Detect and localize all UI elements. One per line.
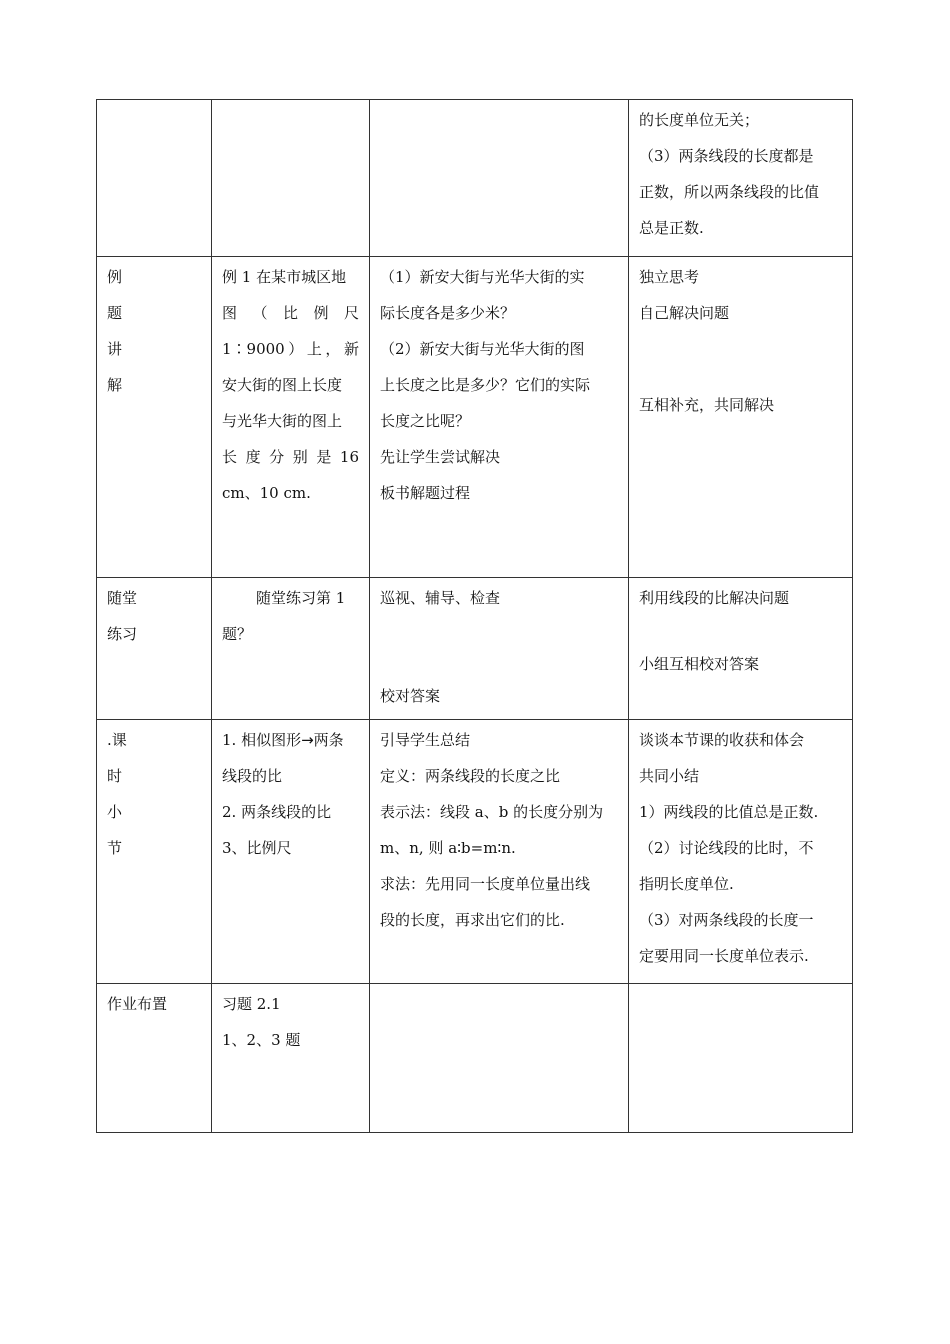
cell-student xyxy=(629,984,853,1133)
arrow-right-icon: → xyxy=(301,731,314,749)
text-line: 小组互相校对答案 xyxy=(639,655,760,673)
text-line: 作业布置 xyxy=(107,995,168,1013)
stage-char: 题 xyxy=(107,304,123,322)
text-line: 独立思考 xyxy=(639,268,700,286)
text-line: 长 度 分 别 是 16 xyxy=(222,448,359,466)
cell-teacher xyxy=(370,100,629,257)
text-line xyxy=(222,722,359,758)
stage-char: 解 xyxy=(107,376,123,394)
text-line: 定要用同一长度单位表示. xyxy=(639,947,809,965)
text-line: m、n, 则 a∶b=m∶n. xyxy=(380,839,516,857)
text-line: （1）新安大街与光华大街的实 xyxy=(380,268,585,286)
stage-char: 例 xyxy=(107,268,123,286)
text-line: 随堂练习第 1 xyxy=(256,589,346,607)
text-line: （3）两条线段的长度都是 xyxy=(639,147,814,165)
text-line: （3）对两条线段的长度一 xyxy=(639,911,814,929)
cell-content xyxy=(212,578,370,720)
cell-stage xyxy=(97,257,212,578)
cell-teacher xyxy=(370,578,629,720)
cell-student xyxy=(629,720,853,984)
spacer xyxy=(380,616,618,678)
row-continuation xyxy=(97,100,853,257)
text-line: 的长度单位无关； xyxy=(639,111,760,129)
cell-stage xyxy=(97,984,212,1133)
text-line: 题？ xyxy=(222,625,253,643)
text-line: 求法：先用同一长度单位量出线 xyxy=(380,875,591,893)
lesson-plan-table xyxy=(96,99,853,1133)
cell-content xyxy=(212,100,370,257)
cell-stage xyxy=(97,720,212,984)
text-line: 长度之比呢？ xyxy=(380,412,471,430)
cell-teacher xyxy=(370,720,629,984)
text-line: 利用线段的比解决问题 xyxy=(639,589,790,607)
text-line: 互相补充，共同解决 xyxy=(639,396,775,414)
text-fragment: 1. 相似图形 xyxy=(222,731,302,749)
text-line: 校对答案 xyxy=(380,687,441,705)
text-fragment: 两条 xyxy=(313,731,344,749)
text-line: 谈谈本节课的收获和体会 xyxy=(639,731,805,749)
text-line: 线段的比 xyxy=(222,767,283,785)
cell-student xyxy=(629,578,853,720)
text-line: 段的长度，再求出它们的比. xyxy=(380,911,565,929)
text-line: 总是正数. xyxy=(639,219,704,237)
cell-stage xyxy=(97,578,212,720)
cell-stage xyxy=(97,100,212,257)
row-homework xyxy=(97,984,853,1133)
text-line: 习题 2.1 xyxy=(222,995,281,1013)
text-line: 共同小结 xyxy=(639,767,700,785)
text-line: 与光华大街的图上 xyxy=(222,412,343,430)
spacer xyxy=(639,616,842,646)
cell-content xyxy=(212,720,370,984)
text-line: （2）新安大街与光华大街的图 xyxy=(380,340,585,358)
spacer xyxy=(639,331,842,387)
text-line: 1∶9000）上，新 xyxy=(222,340,359,358)
row-example xyxy=(97,257,853,578)
text-line: 先让学生尝试解决 xyxy=(380,448,501,466)
stage-char: 练习 xyxy=(107,625,138,643)
text-line: 自己解决问题 xyxy=(639,304,730,322)
stage-char: .课 xyxy=(107,731,127,749)
text-line: 正数，所以两条线段的比值 xyxy=(639,183,820,201)
cell-teacher xyxy=(370,984,629,1133)
text-line: 际长度各是多少米？ xyxy=(380,304,516,322)
stage-char: 节 xyxy=(107,839,123,857)
cell-content xyxy=(212,984,370,1133)
text-line: 板书解题过程 xyxy=(380,484,471,502)
text-line: 2. 两条线段的比 xyxy=(222,803,332,821)
stage-char: 小 xyxy=(107,803,123,821)
text-line: 巡视、辅导、检查 xyxy=(380,589,501,607)
text-line: 1、2、3 题 xyxy=(222,1031,301,1049)
text-line: 定义：两条线段的长度之比 xyxy=(380,767,561,785)
text-line: 引导学生总结 xyxy=(380,731,471,749)
row-summary xyxy=(97,720,853,984)
cell-student xyxy=(629,100,853,257)
text-line: 表示法：线段 a、b 的长度分别为 xyxy=(380,803,604,821)
text-line: 图 （ 比 例 尺 xyxy=(222,304,359,322)
row-practice xyxy=(97,578,853,720)
stage-char: 随堂 xyxy=(107,589,138,607)
text-line: cm、10 cm. xyxy=(222,484,311,502)
cell-student xyxy=(629,257,853,578)
text-line: 指明长度单位. xyxy=(639,875,734,893)
text-line: 1）两线段的比值总是正数. xyxy=(639,803,819,821)
stage-char: 时 xyxy=(107,767,123,785)
stage-char: 讲 xyxy=(107,340,123,358)
text-line: （2）讨论线段的比时，不 xyxy=(639,839,814,857)
cell-teacher xyxy=(370,257,629,578)
text-line: 上长度之比是多少？它们的实际 xyxy=(380,376,591,394)
text-line: 3、比例尺 xyxy=(222,839,292,857)
text-line: 安大街的图上长度 xyxy=(222,376,343,394)
text-line: 例 1 在某市城区地 xyxy=(222,268,347,286)
cell-content xyxy=(212,257,370,578)
